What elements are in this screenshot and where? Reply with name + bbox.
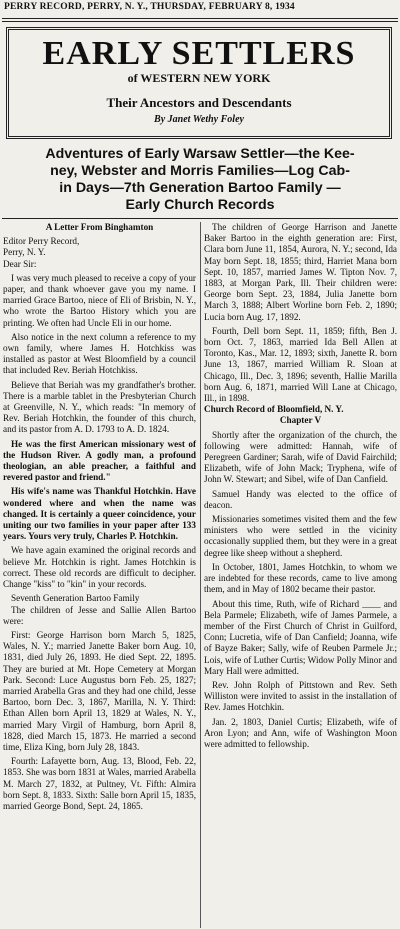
paragraph: Fourth, Dell born Sept. 11, 1859; fifth, Ben J. born Oct. 7, 1863, married Ida Bell Allen at Toronto, Kas., Mar. 12, 1893; sixth, Janette R. born June 13, 1867, married William R. Sloan at Chicago, Ill., Dec. 3, 1896; seventh, Hallie Marilla born Aug. 6, 1871, married Will Lane at Chicago, Ill., in 1898. [204, 325, 397, 404]
paragraph: Rev. John Rolph of Pittstown and Rev. Seth Williston were invited to assist in the installation of Rev. James Hotchkin. [204, 679, 397, 713]
section-heading: Seventh Generation Bartoo Family [11, 593, 140, 604]
newspaper-headline: PERRY RECORD, PERRY, N. Y., THURSDAY, FEBRUARY 8, 1934 [4, 2, 295, 12]
salutation-line: Dear Sir: [3, 258, 37, 269]
paragraph: Also notice in the next column a reference to my own family, where James H. Hotchkiss was installed as pastor at West Bloomfield by a council that included Rev. Beriah Hotchkiss. [3, 331, 196, 376]
masthead-byline: By Janet Wethy Foley [154, 114, 244, 125]
deck-line: Early Church Records [125, 197, 275, 213]
divider [2, 218, 398, 219]
paragraph: In October, 1801, James Hotchkin, to whom we are indebted for these records, came to live among them, and in May of 1802 became their pastor. [204, 561, 397, 595]
church-record-heading: Church Record of Bloomfield, N. Y. [204, 404, 344, 415]
salutation-line: Editor Perry Record, [3, 236, 80, 247]
masthead-box [6, 27, 392, 139]
divider [2, 21, 398, 22]
article-deck [10, 146, 390, 214]
paragraph: His wife's name was Thankful Hotchkin. Have wondered where and when the name was changed. It is certainly a queer coincidence, your uniting our two families in your paper after 133 years. Yours very truly, Charles P. Hotchkin. [3, 486, 196, 542]
deck-line: ney, Webster and Morris Families—Log Cab- [50, 163, 350, 179]
masthead-subtitle: of WESTERN NEW YORK [127, 71, 271, 85]
letter-heading: A Letter From Binghamton [45, 222, 154, 232]
deck-line: in Days—7th Generation Bartoo Family — [59, 180, 341, 196]
paragraph: First: George Harrison born March 5, 1825, Wales, N. Y.; married Janette Baker born Aug. 10, 1831, died July 26, 1893. He died Sept. 22, 1895. They are buried at Mt. Hope Cemetery at Morgan Park. Second: Luce Augustus born Feb. 25, 1827; married Arabella Gras and they had one child, Jesse Bartoo, born Dec. 3, 1867, Marilla, N. Y. Third: Ethan Allen born April 13, 1829 at Wales, N. Y., married Mary Virgil of Hamburg, born April 8, 1828, died March 15, 1873. He married a second time, Eliza King, born July 28, 1843. [3, 629, 196, 752]
paragraph: The children of Jesse and Sallie Allen Bartoo were: [3, 604, 196, 626]
salutation-line: Perry, N. Y. [3, 247, 46, 258]
left-column [3, 222, 196, 815]
deck-line: Adventures of Early Warsaw Settler—the Kee- [45, 146, 355, 162]
paragraph: Samuel Handy was elected to the office of deacon. [204, 488, 397, 510]
chapter-heading: Chapter V [279, 415, 322, 426]
paragraph: Missionaries sometimes visited them and the few ministers who were settled in the vicinity occasionally supplied them, but they were in a great degree like sheep without a shepherd. [204, 514, 397, 558]
paragraph: We have again examined the original records and believe Mr. Hotchkin is right. James Hotchkin is correct. These old records are difficult to decipher. Change "kiss" to "kin" in your records. [3, 545, 196, 590]
paragraph: Shortly after the organization of the church, the following were admitted: Hannah, wife of Peregreen Gardiner; Sarah, wife of David Fairchild; Elizabeth, wife of John Mack; Tryphena, wife of John W. Stewart; and Sibel, wife of Dan Canfield. [204, 429, 397, 485]
paragraph: Fourth: Lafayette born, Aug. 13, Blood, Feb. 22, 1853. She was born 1831 at Wales, married Arabella M. March 27, 1832, at Pultney, Vt. Fifth: Almira born Sept. 8, 1833. Sixth: Salle born April 15, 1835, married George Bond, Sept. 24, 1865. [3, 756, 196, 811]
right-column [204, 222, 397, 753]
column-divider [200, 222, 201, 928]
paragraph: I was very much pleased to receive a copy of your paper, and thank whoever gave you my name. I married Grace Bartoo, niece of Eli of Brisbin, N. Y., who wrote the Bartoo History which you are printing. We often had Uncle Eli in our home. [3, 272, 196, 328]
paragraph: Jan. 2, 1803, Daniel Curtis; Elizabeth, wife of Aron Lyon; and Ann, wife of Washington Moon were admitted to fellowship. [204, 716, 397, 749]
paragraph: Believe that Beriah was my grandfather's brother. There is a marble tablet in the Presbyterian Church at Greenville, N. Y., which reads: "In memory of Rev. Beriah Hotchkin, the founder of this church, and its pastor from A. D. 1793 to A. D. 1824. [3, 379, 196, 435]
masthead-tagline: Their Ancestors and Descendants [106, 95, 292, 110]
paragraph: He was the first American missionary west of the Hudson River. A godly man, a profound theologian, an able preacher, a faithful and revered pastor and friend." [3, 438, 196, 483]
divider [2, 18, 398, 19]
paragraph: The children of George Harrison and Janette Baker Bartoo in the eighth generation are: First, Clara born June 11, 1854, Aurora, N. Y.; second, Ida May born Sept. 18, 1855; third, Harriet Mana born Sept. 10, 1857, married James W. Tipton Nov. 7, 1883, at Morgan Park, Ill. Their children were: George born Sept. 23, 1884, Julia Janette born March 3, 1888; Albert Worline born Feb. 2, 1890; Lucia born Aug. 17, 1892. [204, 222, 397, 322]
masthead-title: EARLY SETTLERS [42, 35, 356, 72]
paragraph: About this time, Ruth, wife of Richard ____ and Bela Parmele; Elizabeth, wife of James Parmele, a member of the First Church of Christ in Guilford, Conn; Lucretia, wife of Dan Canfield; Joanna, wife of Bayze Baker; Sally, wife of Reuben Parmele Jr.; Lois, wife of Luther Curtis; Widow Polly Minor and Mary Hall were admitted. [204, 598, 397, 676]
